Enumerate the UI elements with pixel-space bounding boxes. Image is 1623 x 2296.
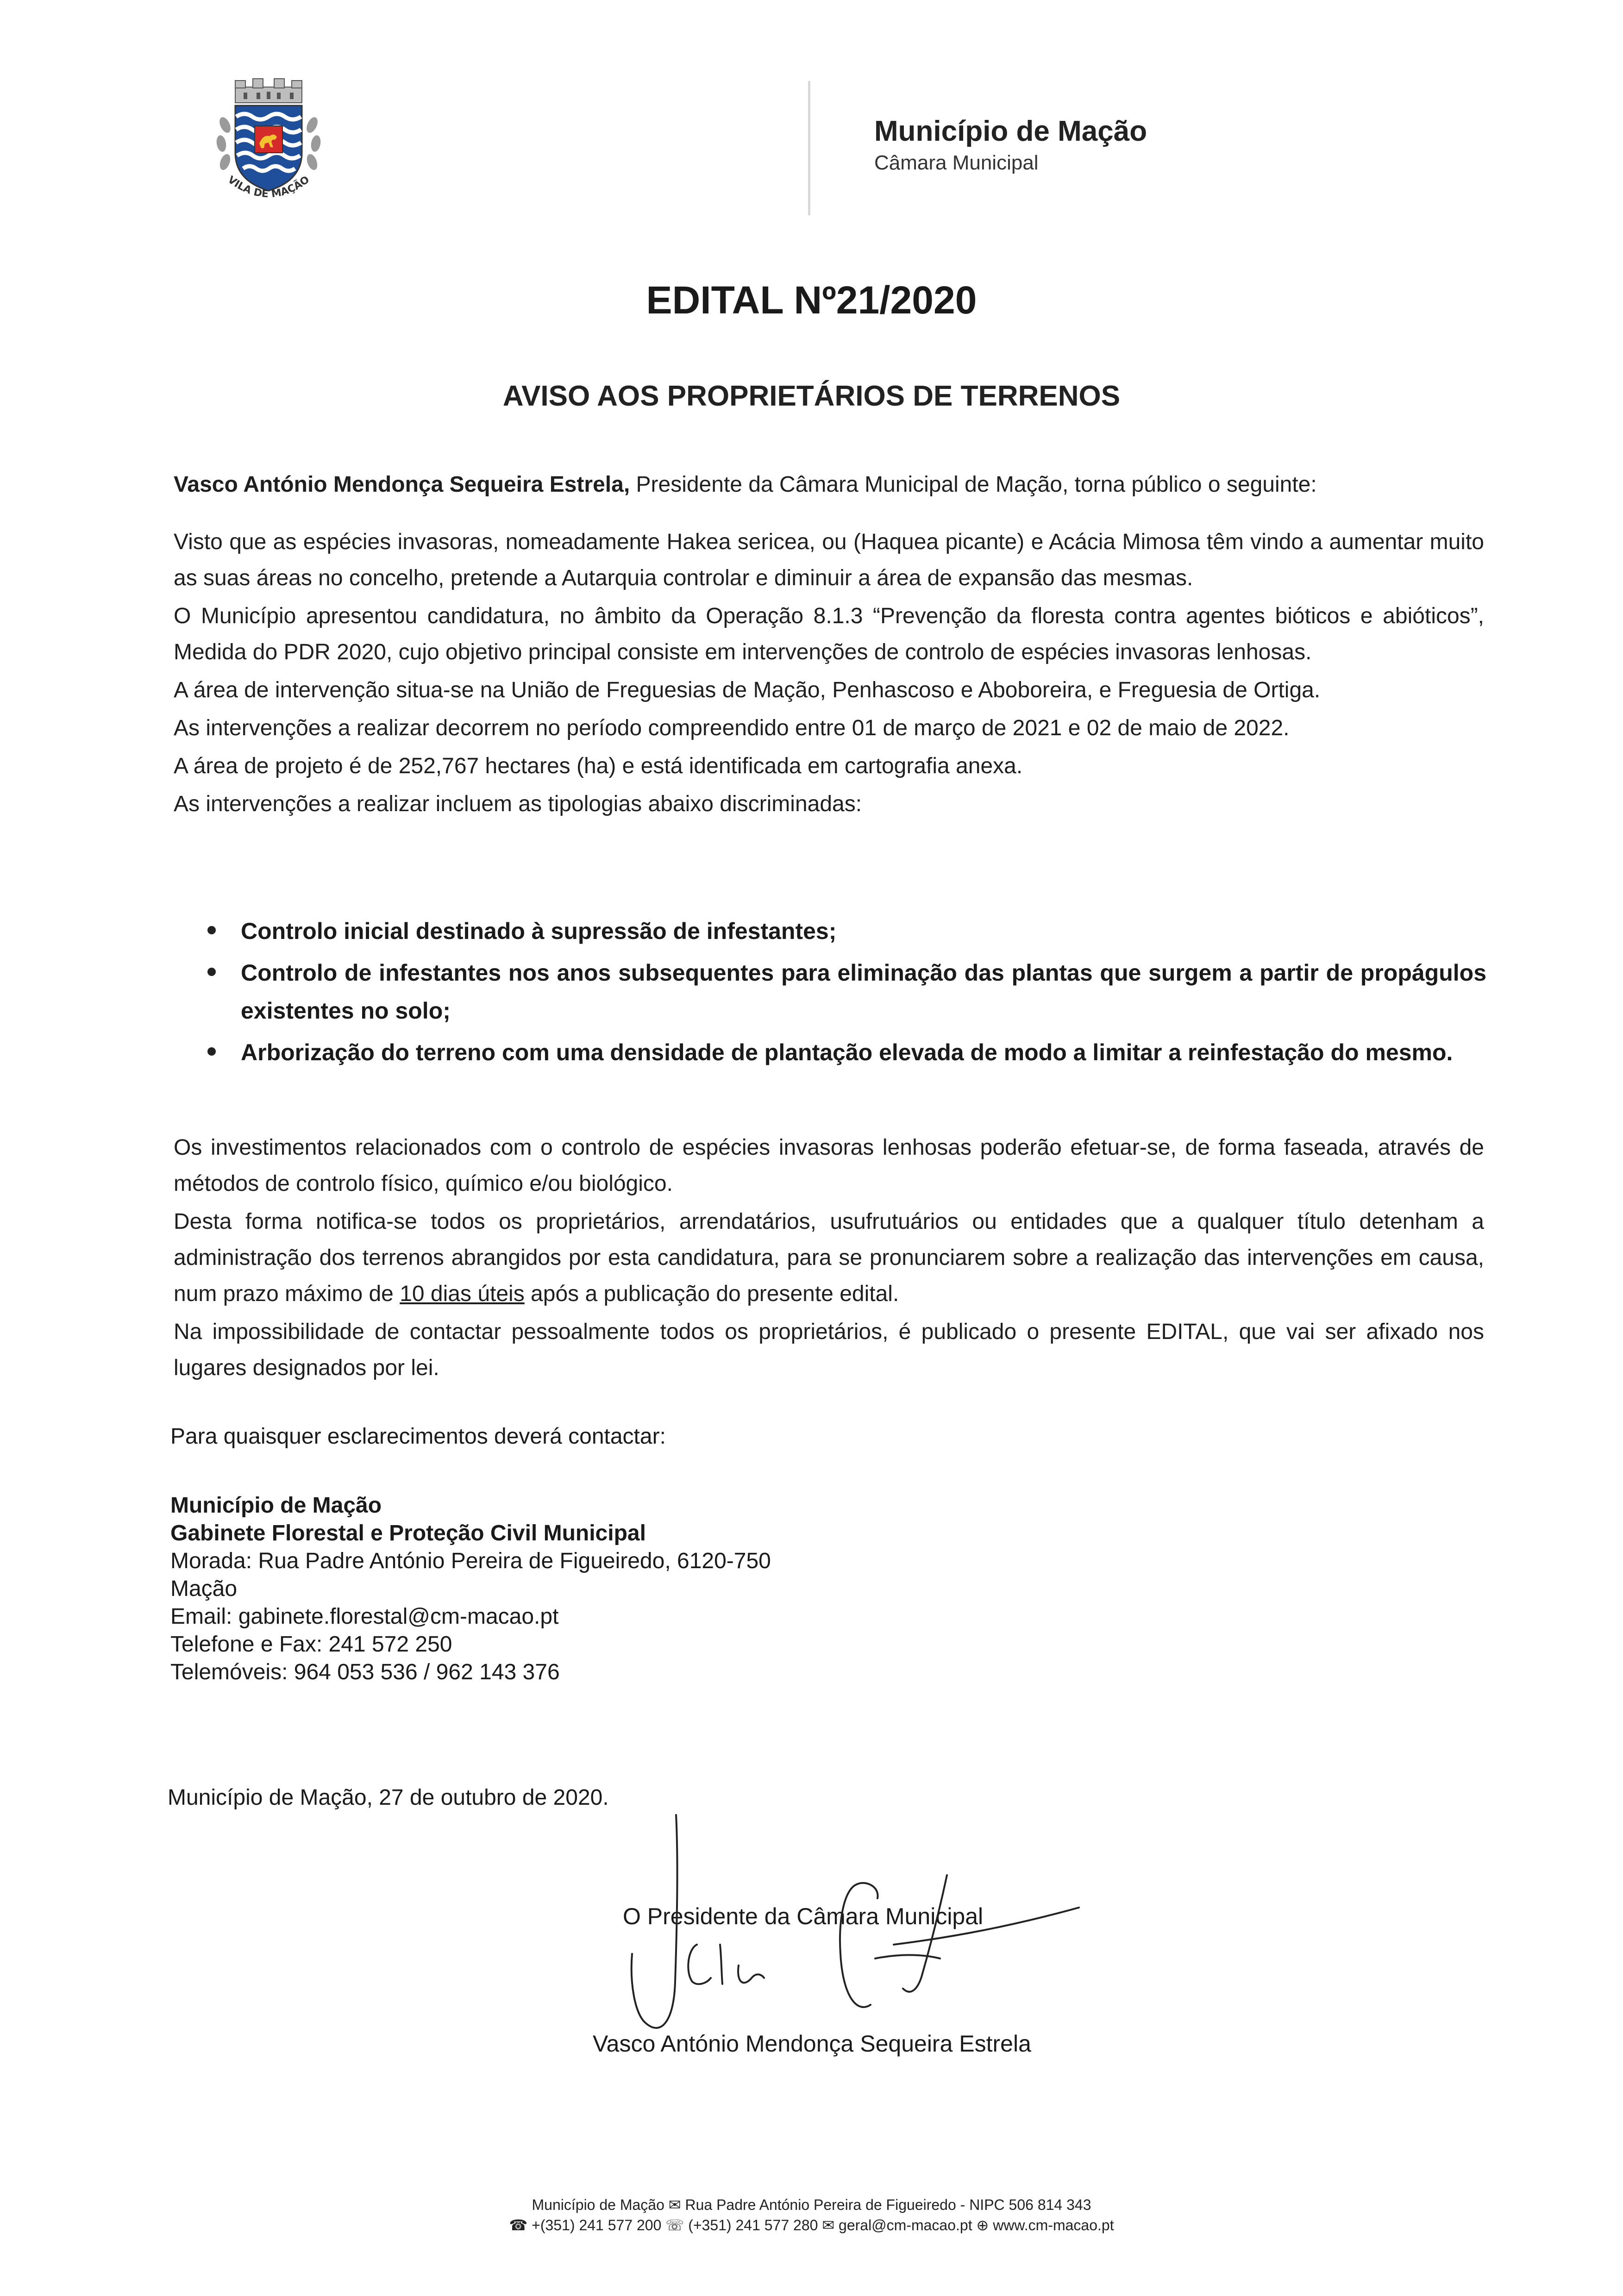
org-subname: Câmara Municipal xyxy=(874,151,1039,174)
list-item-text: Arborização do terreno com uma densidade de plantação elevada de modo a limitar a reinfestação do mesmo. xyxy=(241,1039,1453,1065)
paragraph xyxy=(174,1204,1484,1312)
place-date: Município de Mação, 27 de outubro de 2020. xyxy=(168,1785,609,1810)
org-name: Município de Mação xyxy=(874,115,1147,147)
contact-mobile: Telemóveis: 964 053 536 / 962 143 376 xyxy=(170,1660,560,1684)
closing-paragraphs xyxy=(174,1130,1484,1386)
contact-office: Gabinete Florestal e Proteção Civil Municipal xyxy=(170,1521,646,1545)
president-name-inline: Vasco António Mendonça Sequeira Estrela, xyxy=(174,472,630,497)
intro-paragraph xyxy=(174,467,1484,503)
intro-rest: Presidente da Câmara Municipal de Mação, torna público o seguinte: xyxy=(630,472,1317,497)
footer-address: Município de Mação ✉ Rua Padre António Pereira de Figueiredo - NIPC 506 814 343 xyxy=(532,2196,1091,2213)
edital-title: EDITAL Nº21/2020 xyxy=(646,278,977,322)
paragraph: Os investimentos relacionados com o controlo de espécies invasoras lenhosas poderão efetuar-se, de forma faseada, através de métodos de controlo físico, químico e/ou biológico. xyxy=(174,1135,1484,1196)
notice-text: Desta forma notifica-se todos os proprietários, arrendatários, usufrutuários ou entidades que a qualquer título detenham a administração dos terrenos abrangidos por esta candidatura, para se pronunciarem sobre a realização das intervenções em causa, num prazo máximo de xyxy=(174,1209,1484,1306)
crest-motto: VILA DE MAÇÃO xyxy=(226,174,312,200)
handwritten-signature-icon xyxy=(597,1806,1102,2065)
bullet-icon xyxy=(207,1047,216,1056)
contact-phone: Telefone e Fax: 241 572 250 xyxy=(170,1632,452,1657)
contact-block xyxy=(170,1492,771,1686)
municipal-crest-icon xyxy=(199,74,338,213)
main-paragraphs xyxy=(174,524,1484,822)
bullet-icon xyxy=(207,968,216,976)
list-item xyxy=(199,912,1486,950)
list-item xyxy=(199,1033,1486,1071)
contact-org: Município de Mação xyxy=(170,1493,382,1518)
paragraph: As intervenções a realizar incluem as tipologias abaixo discriminadas: xyxy=(174,792,862,816)
signatory-title: O Presidente da Câmara Municipal xyxy=(623,1903,984,1929)
list-item xyxy=(199,954,1486,1030)
page-footer xyxy=(0,2195,1623,2235)
bullet-icon xyxy=(207,926,216,934)
intervention-list xyxy=(199,912,1486,1075)
notice-subtitle: AVISO AOS PROPRIETÁRIOS DE TERRENOS xyxy=(502,380,1121,412)
notice-text-end: após a publicação do presente edital. xyxy=(524,1282,899,1306)
contact-address-city: Mação xyxy=(170,1577,238,1601)
signatory-name: Vasco António Mendonça Sequeira Estrela xyxy=(593,2031,1031,2057)
paragraph: Na impossibilidade de contactar pessoalmente todos os proprietários, é publicado o presente EDITAL, que vai ser afixado nos lugares designados por lei. xyxy=(174,1320,1484,1380)
paragraph: O Município apresentou candidatura, no âmbito da Operação 8.1.3 “Prevenção da floresta contra agentes bióticos e abióticos”, Medida do PDR 2020, cujo objetivo principal consiste em intervenções de controlo de espécies invasoras lenhosas. xyxy=(174,604,1484,664)
contact-email: Email: gabinete.florestal@cm-macao.pt xyxy=(170,1604,559,1629)
paragraph: Visto que as espécies invasoras, nomeadamente Hakea sericea, ou (Haquea picante) e Acácia Mimosa têm vindo a aumentar muito as suas áreas no concelho, pretende a Autarquia controlar e diminuir a área de expansão das mesmas. xyxy=(174,530,1484,590)
paragraph: As intervenções a realizar decorrem no período compreendido entre 01 de março de 2021 e 02 de maio de 2022. xyxy=(174,716,1290,740)
contact-intro: Para quaisquer esclarecimentos deverá contactar: xyxy=(170,1424,666,1449)
header-divider xyxy=(808,81,810,215)
contact-address: Morada: Rua Padre António Pereira de Figueiredo, 6120-750 xyxy=(170,1549,771,1573)
list-item-text: Controlo de infestantes nos anos subsequentes para eliminação das plantas que surgem a partir de propágulos existentes no solo; xyxy=(241,960,1486,1024)
paragraph: A área de intervenção situa-se na União de Freguesias de Mação, Penhascoso e Aboboreira, e Freguesia de Ortiga. xyxy=(174,678,1321,702)
paragraph: A área de projeto é de 252,767 hectares (ha) e está identificada em cartografia anexa. xyxy=(174,754,1023,778)
deadline-text: 10 dias úteis xyxy=(400,1282,525,1306)
footer-contacts: ☎ +(351) 241 577 200 ☏ (+351) 241 577 280 ✉ geral@cm-macao.pt ⊕ www.cm-macao.pt xyxy=(509,2217,1114,2233)
list-item-text: Controlo inicial destinado à supressão de infestantes; xyxy=(241,918,837,944)
